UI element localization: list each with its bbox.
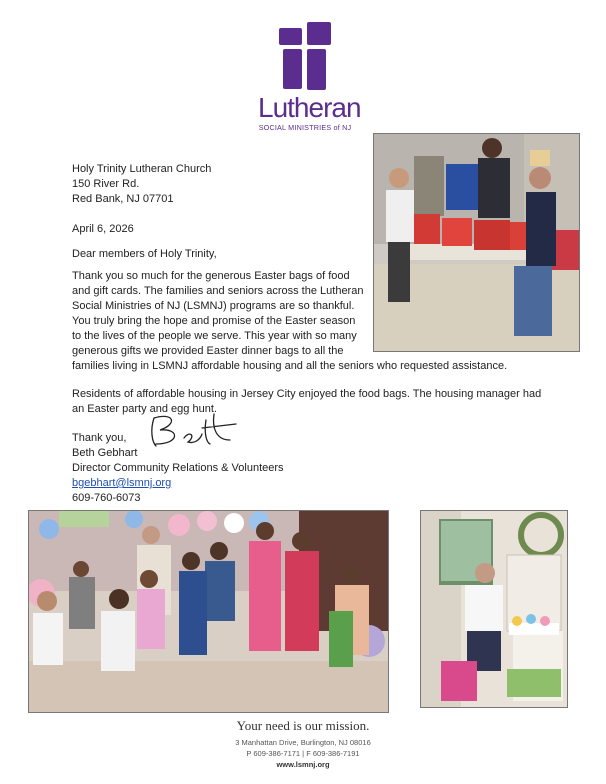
letter-date: April 6, 2026 [72, 223, 134, 235]
paragraph-1-line: Thank you so much for the generous Easter bags of food [72, 270, 350, 282]
sender-name: Beth Gebhart [72, 447, 138, 459]
paragraph-2 [72, 387, 542, 417]
cross-icon [279, 22, 331, 90]
photo-children [28, 510, 389, 713]
footer-address: 3 Manhattan Drive, Burlington, NJ 08016 [235, 738, 371, 747]
email-link[interactable]: bgebhart@lsmnj.org [72, 477, 172, 489]
paragraph-1-line: Social Ministries of NJ (LSMNJ) programs are so thankful. [72, 300, 355, 312]
photo-volunteers [373, 133, 580, 352]
lsmnj-logo [258, 22, 361, 132]
paragraph-2-line: Residents of affordable housing in Jersey City enjoyed the food bags. The housing manager had [72, 388, 542, 400]
recipient-address [72, 162, 211, 207]
sign-off: Thank you, [72, 432, 127, 444]
logo-name: Lutheran [258, 92, 361, 123]
footer-website[interactable]: www.lsmnj.org [276, 760, 330, 769]
greeting: Dear members of Holy Trinity, [72, 248, 217, 260]
logo-subtitle: SOCIAL MINISTRIES of NJ [258, 123, 352, 132]
paragraph-1-line: to the lives of the people we serve. This year with so many [72, 330, 357, 342]
recipient-line-1: Holy Trinity Lutheran Church [72, 163, 212, 175]
footer-phones: P 609-386-7171 | F 609-386-7191 [246, 749, 360, 758]
sender-phone: 609-760-6073 [72, 492, 141, 504]
paragraph-1-line: You truly bring the hope and promise of the Easter season [72, 315, 356, 327]
recipient-line-2: 150 River Rd. [72, 178, 140, 190]
recipient-line-3: Red Bank, NJ 07701 [72, 193, 174, 205]
sender-title: Director Community Relations & Volunteers [72, 462, 284, 474]
photo-resident [420, 510, 568, 708]
paragraph-2-line: an Easter party and egg hunt. [72, 403, 217, 415]
paragraph-1 [72, 269, 372, 359]
tagline: Your need is our mission. [236, 718, 370, 733]
paragraph-1-last-line: families living in LSMNJ affordable housing and all the seniors who requested assistance. [72, 360, 508, 372]
paragraph-1-line: generous gifts we provided Easter dinner bags to all the [72, 345, 344, 357]
paragraph-1-line: and gift cards. The families and seniors across the Lutheran [72, 285, 364, 297]
closing-block [72, 431, 284, 506]
